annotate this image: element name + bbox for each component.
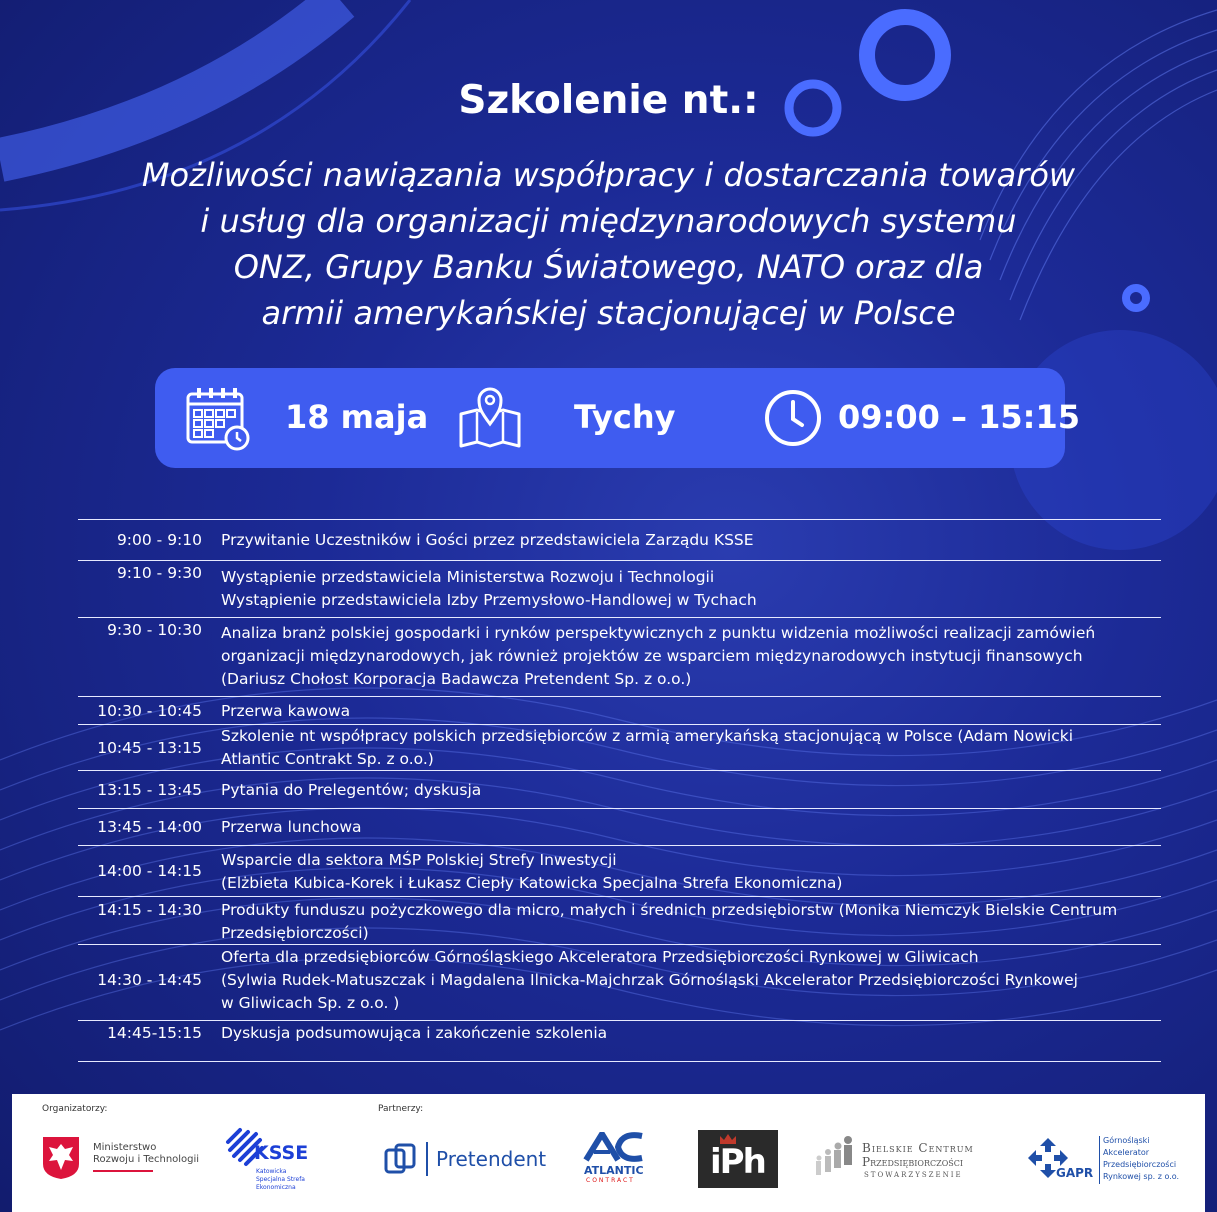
agenda-desc: w Gliwicach Sp. z o.o. ) [221, 994, 400, 1012]
agenda-row [78, 520, 1161, 561]
agenda-row [78, 809, 1161, 846]
agenda-time: 13:45 - 14:00 [97, 818, 202, 836]
iph-logo [698, 1130, 778, 1188]
event-time: 09:00 – 15:15 [838, 398, 1080, 436]
footer-logos [12, 1094, 1205, 1212]
agenda-row [78, 561, 1161, 618]
agenda-desc: Przerwa lunchowa [221, 818, 362, 836]
agenda-desc: Wystąpienie przedstawiciela Ministerstwa Rozwoju i Technologii [221, 568, 715, 586]
ministry-logo [42, 1136, 202, 1182]
event-info-bar [155, 368, 1080, 468]
pretendent-emblem-icon [382, 1142, 418, 1178]
gapr-divider [1099, 1136, 1100, 1184]
ksse-sub: Katowicka [256, 1168, 287, 1175]
agenda-desc: Szkolenie nt współpracy polskich przedsiębiorców z armią amerykańską stacjonującą w Polsce (Adam Nowicki [221, 727, 1074, 745]
agenda-row [78, 846, 1161, 897]
agenda-time: 10:45 - 13:15 [97, 739, 202, 757]
agenda-desc: (Sylwia Rudek-Matuszczak i Magdalena Ilnicka-Majchrzak Górnośląski Akcelerator Przedsiębiorczości Rynkowej [221, 971, 1078, 989]
bcp-name: Bielskie Centrum [862, 1141, 974, 1155]
subtitle-line: Możliwości nawiązania współpracy i dostarczania towarów [141, 156, 1076, 194]
ksse-sub: Specjalna Strefa [256, 1176, 305, 1183]
agenda-time: 13:15 - 13:45 [97, 781, 202, 799]
people-group-icon [812, 1134, 858, 1180]
agenda-row [78, 1021, 1161, 1062]
bcp-sub: STOWARZYSZENIE [864, 1171, 963, 1179]
gapr-name: GAPR [1056, 1166, 1094, 1180]
pretendent-logo [382, 1140, 552, 1180]
atlantic-ac-icon [582, 1132, 646, 1162]
agenda-time: 9:10 - 9:30 [116, 564, 202, 582]
subtitle [60, 152, 1157, 336]
agenda-desc: organizacji międzynarodowych, jak również projektów ze wsparciem międzynarodowych instytucji finansowych [221, 647, 1083, 665]
agenda-row [78, 618, 1161, 697]
agenda-desc: Dyskusja podsumowująca i zakończenie szkolenia [221, 1024, 608, 1042]
pretendent-name: Pretendent [436, 1147, 547, 1171]
agenda-desc: Pytania do Prelegentów; dyskusja [221, 781, 482, 799]
gapr-text: Rynkowej sp. z o.o. [1103, 1172, 1180, 1181]
ministry-name: Ministerstwo [93, 1142, 157, 1153]
agenda-row [78, 897, 1161, 945]
bcp-name: Przedsiębiorczości [862, 1155, 964, 1169]
agenda-desc: Przywitanie Uczestników i Gości przez przedstawiciela Zarządu KSSE [221, 531, 754, 549]
map-pin-icon [457, 384, 523, 450]
atlantic-name: ATLANTIC [584, 1164, 644, 1177]
page-title: Szkolenie nt.: [458, 78, 759, 123]
agenda-desc: Wystąpienie przedstawiciela Izby Przemysłowo-Handlowej w Tychach [221, 591, 757, 609]
subtitle-line: i usług dla organizacji międzynarodowych systemu [200, 202, 1017, 240]
agenda-time: 10:30 - 10:45 [97, 702, 202, 720]
agenda-time: 9:00 - 9:10 [116, 531, 202, 549]
agenda-row [78, 945, 1161, 1021]
agenda-desc: Przerwa kawowa [221, 702, 351, 720]
agenda-row [78, 697, 1161, 725]
organizers-label: Organizatorzy: [42, 1104, 108, 1114]
agenda-desc: Produkty funduszu pożyczkowego dla micro, małych i średnich przedsiębiorstw (Monika Niemczyk Bielskie Centrum [221, 901, 1118, 919]
atlantic-sub: CONTRACT [586, 1177, 635, 1184]
atlantic-logo [582, 1132, 652, 1188]
agenda-time: 14:15 - 14:30 [97, 901, 202, 919]
gapr-logo [1026, 1132, 1201, 1188]
eagle-emblem-icon [42, 1136, 80, 1180]
ksse-name: KSSE [254, 1142, 309, 1164]
agenda-row [78, 771, 1161, 809]
pretendent-divider [426, 1142, 428, 1176]
ministry-name: Rozwoju i Technologii [93, 1154, 200, 1165]
gapr-text: Akcelerator [1103, 1148, 1150, 1157]
agenda-table [78, 519, 1161, 1062]
subtitle-line: armii amerykańskiej stacjonującej w Polsce [261, 294, 956, 332]
partners-label: Partnerzy: [378, 1104, 424, 1114]
agenda-time: 9:30 - 10:30 [107, 621, 202, 639]
agenda-time: 14:45-15:15 [107, 1024, 202, 1042]
agenda-desc: (Dariusz Chołost Korporacja Badawcza Pretendent Sp. z o.o.) [221, 670, 692, 688]
agenda-desc: Przedsiębiorczości) [221, 924, 369, 942]
agenda-desc: Atlantic Contrakt Sp. z o.o.) [221, 750, 434, 768]
calendar-icon [185, 386, 253, 452]
event-location: Tychy [574, 398, 676, 436]
iph-name: iPh [710, 1142, 765, 1182]
agenda-desc: Oferta dla przedsiębiorców Górnośląskiego Akceleratora Przedsiębiorczości Rynkowej w Gliwicach [221, 948, 979, 966]
agenda-time: 14:00 - 14:15 [97, 862, 202, 880]
ksse-logo [224, 1124, 324, 1194]
agenda-desc: (Elżbieta Kubica-Korek i Łukasz Ciepły Katowicka Specjalna Strefa Ekonomiczna) [221, 874, 843, 892]
clock-icon [764, 389, 822, 447]
gapr-text: Przedsiębiorczości [1103, 1160, 1177, 1169]
ksse-sub: Ekonomiczna [256, 1184, 296, 1191]
agenda-desc: Analiza branż polskiej gospodarki i rynków perspektywicznych z punktu widzenia możliwości realizacji zamówień [221, 624, 1096, 642]
subtitle-line: ONZ, Grupy Banku Światowego, NATO oraz dla [233, 248, 984, 286]
gapr-text: Górnośląski [1103, 1136, 1150, 1145]
agenda-time: 14:30 - 14:45 [97, 971, 202, 989]
agenda-row [78, 725, 1161, 771]
event-date: 18 maja [285, 398, 429, 436]
agenda-desc: Wsparcie dla sektora MŚP Polskiej Strefy Inwestycji [221, 851, 617, 869]
bcp-logo [812, 1134, 1002, 1184]
ministry-underline [93, 1170, 153, 1172]
